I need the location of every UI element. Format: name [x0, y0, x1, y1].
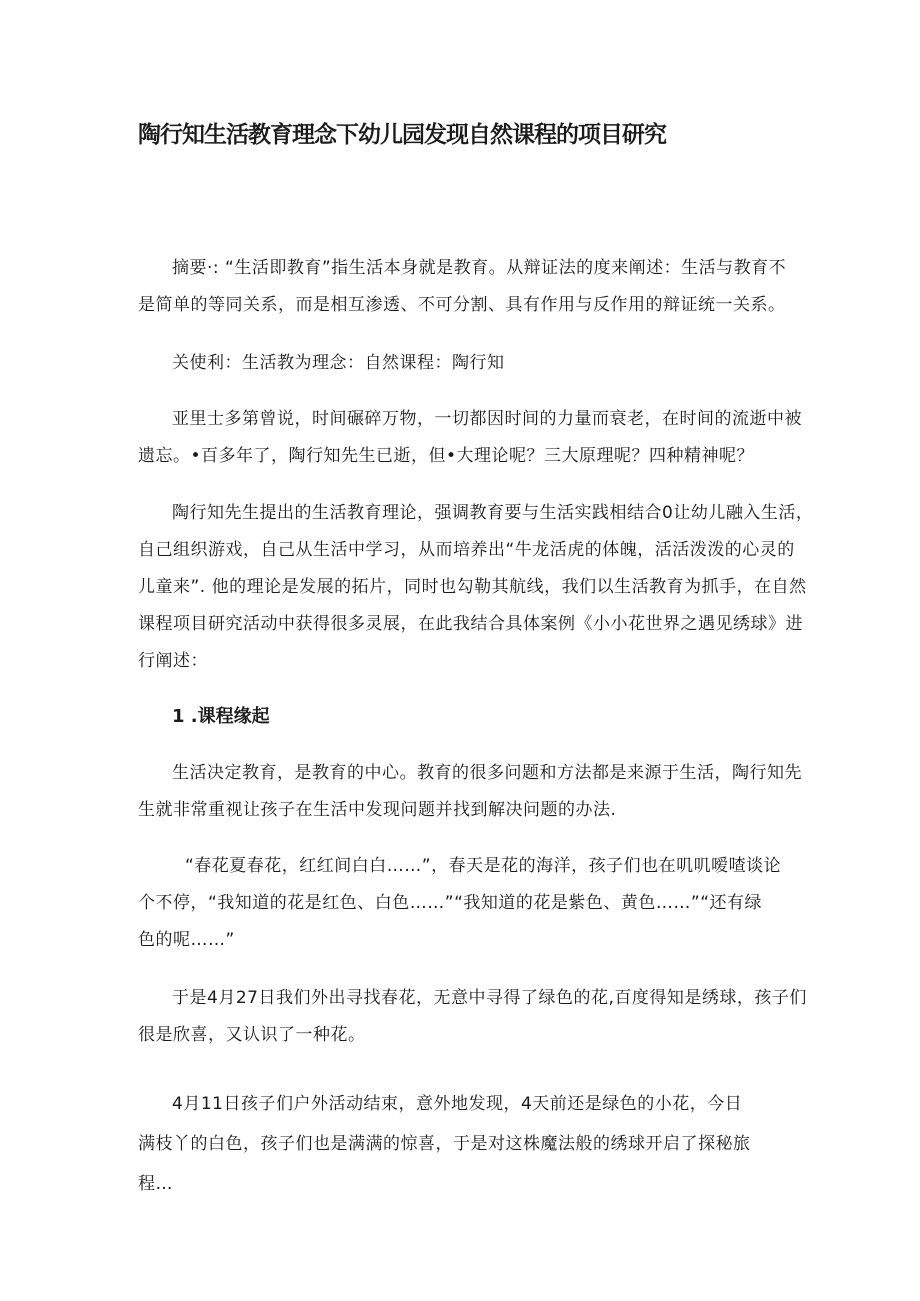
paragraph-line: 亚里士多第曾说，时间碾碎万物，一切都因时间的力量而衰老，在时间的流逝中被 [172, 409, 802, 429]
body-paragraph-6 [138, 1084, 784, 1204]
paragraph-line: 课程项目研究活动中获得很多灵展，在此我结合具体案例《小小花世界之遇见绣球》进 [138, 614, 803, 634]
body-paragraph-5 [138, 980, 807, 1054]
paragraph-line: 行阐述： [138, 651, 208, 671]
body-paragraph-1 [138, 401, 802, 475]
abstract-line-2: 是简单的等同关系，而是相互渗透、不可分割、具有作用与反作用的辩证统一关系。 [138, 295, 786, 315]
paragraph-line: 生就非常重视让孩子在生活中发现问题并找到解决问题的办法. [138, 800, 617, 820]
paragraph-line: 4月11日孩子们户外活动结束，意外地发现，4天前还是绿色的小花，今日 [172, 1094, 743, 1114]
paragraph-line: 个不停，“我知道的花是红色、白色……”“我知道的花是紫色、黄色……”“还有绿 [138, 893, 763, 913]
keywords-line: 关使利：生活教为理念：自然课程：陶行知 [172, 353, 505, 373]
section-heading: 1 .课程缘起 [172, 706, 270, 727]
paragraph-line: “春花夏春花，红红间白白……”，春天是花的海洋，孩子们也在叽叽嗳喳谈论 [185, 856, 782, 876]
paragraph-line: 于是4月27日我们外出寻找春花，无意中寻得了绿色的花,百度得知是绣球，孩子们 [172, 988, 807, 1008]
body-paragraph-2 [138, 495, 814, 680]
paragraph-line: 程… [138, 1174, 173, 1194]
abstract-line-1: 摘要·: “生活即教育”指生活本身就是教育。从辩证法的度来阐述：生活与教育不 [172, 258, 787, 278]
keywords-paragraph [138, 345, 784, 382]
paragraph-line: 满枝丫的白色，孩子们也是满满的惊喜，于是对这株魔法般的绣球开启了探秘旅 [138, 1134, 751, 1154]
paragraph-line: 陶行知先生提出的生活教育理论，强调教育要与生活实践相结合0让幼儿融入生活， [172, 503, 814, 523]
paragraph-line: 很是欣喜，又认识了一种花。 [138, 1025, 366, 1045]
paragraph-line: 自己组织游戏，自己从生活中学习，从而培养出“牛龙活虎的体魄，活活泼泼的心灵的 [138, 540, 795, 560]
body-paragraph-3 [138, 755, 802, 829]
paragraph-line: 生活决定教育，是教育的中心。教育的很多问题和方法都是来源于生活，陶行知先 [172, 763, 802, 783]
document-title: 陶行知生活教育理念下幼儿园发现自然课程的项目研究 [138, 122, 666, 148]
paragraph-line: 儿童来”. 他的理论是发展的拓片，同时也勾勒其航线，我们以生活教育为抓手，在自然 [138, 577, 807, 597]
paragraph-line: 遗忘。•百多年了，陶行知先生已逝，但•大理论呢？三大原理呢？四种精神呢？ [138, 446, 755, 466]
paragraph-line: 色的呢……” [138, 930, 235, 950]
body-paragraph-4 [138, 848, 784, 959]
abstract-paragraph [138, 250, 787, 324]
